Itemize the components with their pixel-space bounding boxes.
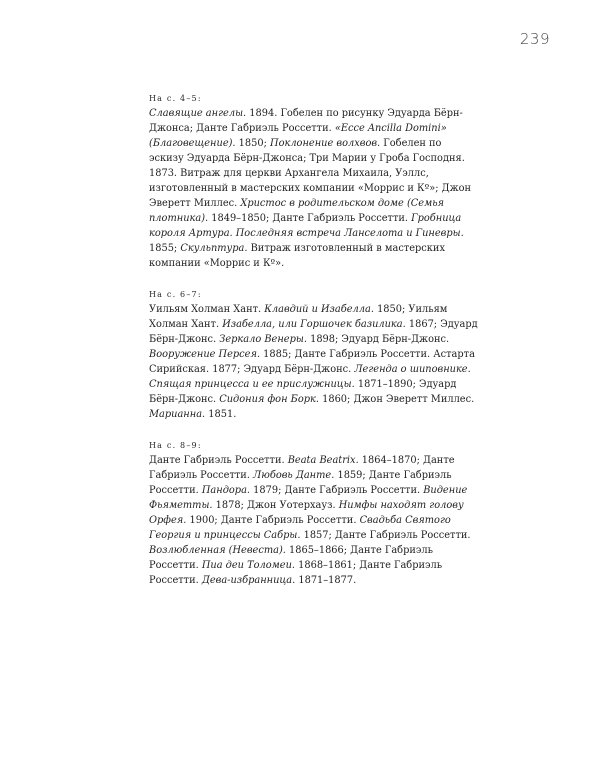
captions-block [149, 92, 479, 605]
artwork-title: Нимфы находят голову Орфея. [149, 500, 464, 526]
caption-text: 1849–1850; Данте Габриэль Россетти. [208, 213, 412, 224]
caption-text: 1850; [235, 138, 271, 149]
artwork-title: Марианна. [149, 409, 206, 420]
section-heading: На с. 4–5: [149, 94, 202, 103]
section-body [149, 453, 479, 588]
caption-section [149, 92, 479, 271]
artwork-title: Христос в родительском доме (Семья плотника). [149, 198, 445, 224]
caption-text: Данте Габриэль Россетти. [149, 455, 288, 466]
section-body [149, 302, 479, 422]
page-number: 239 [519, 30, 550, 48]
caption-text: 1868–1861; Данте Габриэль Россетти. [149, 560, 443, 586]
artwork-title: Славящие ангелы. [149, 108, 247, 119]
caption-text: 1864–1870; Данте Габриэль Россетти. [149, 455, 455, 481]
caption-text: 1879; Данте Габриэль Россетти. [250, 485, 424, 496]
caption-text: 1860; Джон Эверетт Миллес. [318, 394, 475, 405]
caption-section [149, 288, 479, 422]
section-heading: На с. 8–9: [149, 441, 202, 450]
artwork-title: Скульптура. [180, 243, 248, 254]
artwork-title: Свадьба Святого Георгия и принцессы Сабры. [149, 515, 451, 541]
caption-text: 1885; Данте Габриэль Россетти. Астарта Сирийская. 1877; Эдуард Бёрн-Джонс. [149, 349, 475, 375]
artwork-title: Гробница короля Артура. Последняя встреча Ланселота и Гиневры. [149, 213, 464, 239]
artwork-title: Любовь Данте. [253, 470, 335, 481]
caption-text: Витраж изготовленный в мастерских компании «Моррис и Кº». [149, 243, 445, 269]
caption-text: 1878; Джон Уотерхауз. [212, 500, 339, 511]
artwork-title: Изабелла, или Горшочек базилика. [222, 319, 406, 330]
artwork-title: Легенда о шиповнике. Спящая принцесса и ее прислужницы. [149, 364, 471, 390]
caption-text: 1851. [205, 409, 237, 420]
caption-text: Гобелен по эскизу Эдуарда Бёрн-Джонса; Три Марии у Гроба Господня. 1873. Витраж для церкви Архангела Михаила, Уэллс, изготовленный в мастерских компании «Моррис и Кº»; Джон Эверетт Миллес. [149, 138, 472, 209]
caption-text: 1871–1877. [295, 575, 357, 586]
artwork-title: Пиа деи Толомеи. [201, 560, 296, 571]
artwork-title: Клавдий и Изабелла. [264, 304, 374, 315]
caption-text: 1865–1866; Данте Габриэль Россетти. [149, 545, 433, 571]
caption-text: 1871–1890; Эдуард Бёрн-Джонс. [149, 379, 457, 405]
caption-text: Уильям Холман Хант. [149, 304, 265, 315]
caption-text: 1894. Гобелен по рисунку Эдуарда Бёрн-Джонса; Данте Габриэль Россетти. [149, 108, 463, 134]
caption-text: 1900; Данте Габриэль Россетти. [186, 515, 360, 526]
caption-text: 1859; Данте Габриэль Россетти. [149, 470, 452, 496]
caption-section [149, 439, 479, 588]
artwork-title: «Ecce Ancilla Domini» (Благовещение). [149, 123, 447, 149]
artwork-title: Зеркало Венеры. [219, 334, 307, 345]
artwork-title: Видение Фьяметты. [149, 485, 468, 511]
artwork-title: Поклонение волхвов. [270, 138, 381, 149]
section-heading: На с. 6–7: [149, 290, 202, 299]
artwork-title: Пандора. [201, 485, 251, 496]
artwork-title: Дева-избранница. [201, 575, 296, 586]
artwork-title: Вооружение Персея. [149, 349, 261, 360]
artwork-title: Возлюбленная (Невеста). [149, 545, 286, 556]
caption-text: 1898; Эдуард Бёрн-Джонс. [306, 334, 450, 345]
caption-text: 1855; [149, 243, 181, 254]
caption-text: 1850; Уильям Холман Хант. [149, 304, 448, 330]
caption-text: 1867; Эдуард Бёрн-Джонс. [149, 319, 478, 345]
artwork-title: Beata Beatrix. [287, 455, 359, 466]
caption-text: 1857; Данте Габриэль Россетти. [300, 530, 471, 541]
artwork-title: Сидония фон Борк. [219, 394, 319, 405]
section-body [149, 106, 479, 271]
